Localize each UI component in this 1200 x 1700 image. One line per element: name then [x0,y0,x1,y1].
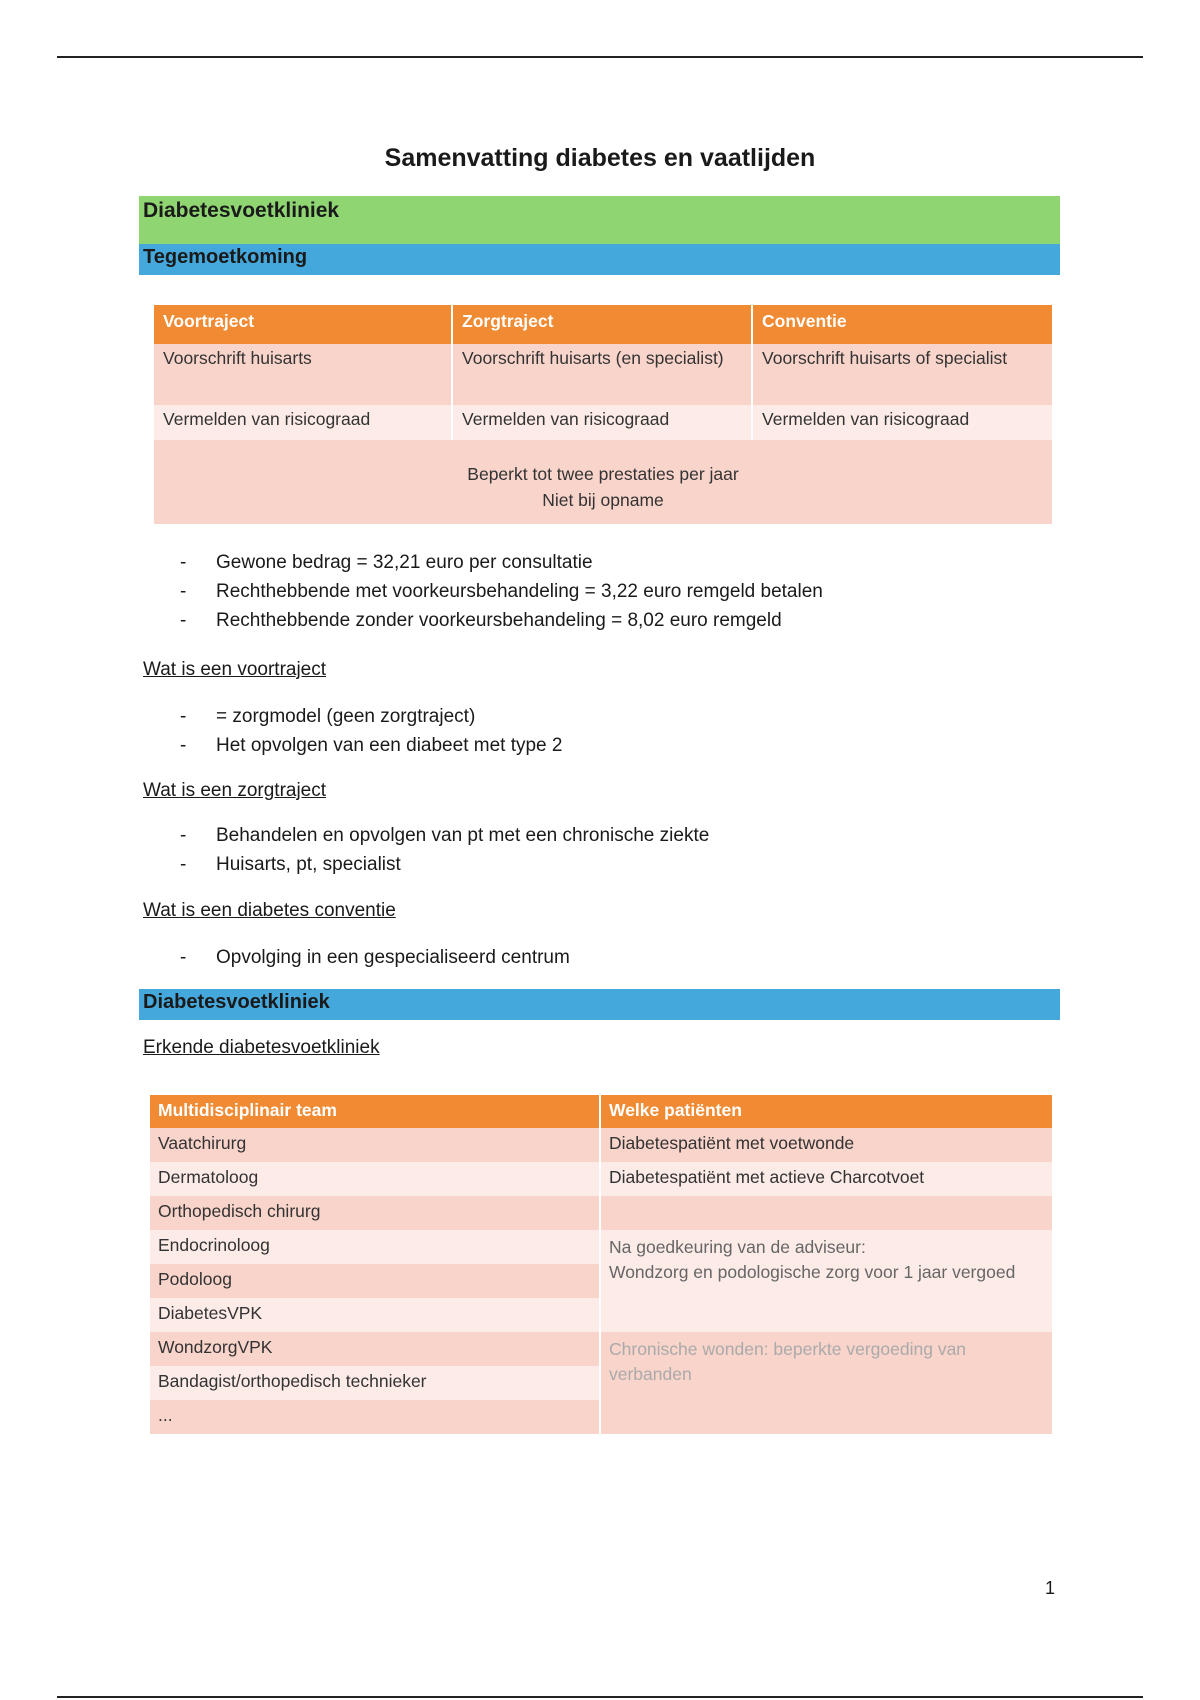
section-band-main: Diabetesvoetkliniek [139,196,1060,244]
bullet-list-zorgtraject [180,825,709,883]
table-body [150,1128,1052,1434]
header-cell: Voortraject [154,305,453,344]
list-item: - Rechthebbende met voorkeursbehandeling = 3,22 euro remgeld betalen [180,581,823,610]
table-merged-row [154,440,1052,524]
table-cell-note: Chronische wonden: beperkte vergoeding van verbanden [601,1332,1052,1434]
team-column [150,1128,601,1434]
top-rule [57,56,1143,58]
list-item: - Gewone bedrag = 32,21 euro per consultatie [180,552,823,581]
tegemoetkoming-table [154,305,1052,524]
merged-line: Beperkt tot twee prestaties per jaar [467,464,739,484]
table-cell: ... [150,1400,599,1434]
section-band-diabetesvoetkliniek: Diabetesvoetkliniek [139,989,1060,1020]
header-cell: Conventie [762,311,847,331]
subheading-zorgtraject: Wat is een zorgtraject [143,780,327,801]
table-cell: Bandagist/orthopedisch technieker [150,1366,599,1400]
table-header-row [150,1095,1052,1128]
table-cell: Podoloog [150,1264,599,1298]
table-cell: Dermatoloog [150,1162,599,1196]
table-cell: Diabetespatiënt met voetwonde [601,1128,1052,1162]
table-header-row [154,305,1052,344]
table-cell: Voorschrift huisarts (en specialist) [453,344,753,405]
table-cell: Diabetespatiënt met actieve Charcotvoet [601,1162,1052,1196]
table-cell: Orthopedisch chirurg [150,1196,599,1230]
subheading-conventie: Wat is een diabetes conventie [143,900,396,921]
table-cell: Endocrinoloog [150,1230,599,1264]
table-cell: Vermelden van risicograad [453,405,753,440]
bullet-list-bedragen [180,552,823,639]
list-item: - Huisarts, pt, specialist [180,854,709,883]
page-number: 1 [1045,1578,1056,1598]
bullet-list-voortraject [180,706,562,764]
team-table [150,1095,1052,1434]
subheading-erkende-kliniek: Erkende diabetesvoetkliniek [143,1037,380,1058]
table-cell: Vermelden van risicograad [762,409,970,429]
table-cell: WondzorgVPK [150,1332,599,1366]
document-title: Samenvatting diabetes en vaatlijden [384,144,816,172]
table-row [154,405,1052,440]
table-cell: Voorschrift huisarts [154,344,453,405]
bullet-list-conventie [180,947,570,976]
patients-column [601,1128,1052,1434]
list-item: - Rechthebbende zonder voorkeursbehandeling = 8,02 euro remgeld [180,610,823,639]
section-band-tegemoetkoming: Tegemoetkoming [139,244,1060,275]
table-cell [601,1196,1052,1230]
header-cell: Zorgtraject [453,305,753,344]
list-item: - Het opvolgen van een diabeet met type 2 [180,735,562,764]
merged-line: Niet bij opname [542,490,664,510]
list-item: - Behandelen en opvolgen van pt met een chronische ziekte [180,825,709,854]
table-row [154,344,1052,405]
header-cell: Welke patiënten [609,1100,742,1120]
bottom-rule [57,1696,1143,1698]
table-cell: Vaatchirurg [150,1128,599,1162]
note-line: Wondzorg en podologische zorg voor 1 jaar vergoed [609,1262,1016,1282]
table-cell: Vermelden van risicograad [154,405,453,440]
note-line: Na goedkeuring van de adviseur: [609,1237,866,1257]
list-item: - = zorgmodel (geen zorgtraject) [180,706,562,735]
table-cell: DiabetesVPK [150,1298,599,1332]
subheading-voortraject: Wat is een voortraject [143,659,327,680]
list-item: - Opvolging in een gespecialiseerd centrum [180,947,570,976]
table-cell-note [601,1230,1052,1332]
table-cell: Voorschrift huisarts of specialist [762,348,1008,368]
header-cell: Multidisciplinair team [150,1095,601,1128]
